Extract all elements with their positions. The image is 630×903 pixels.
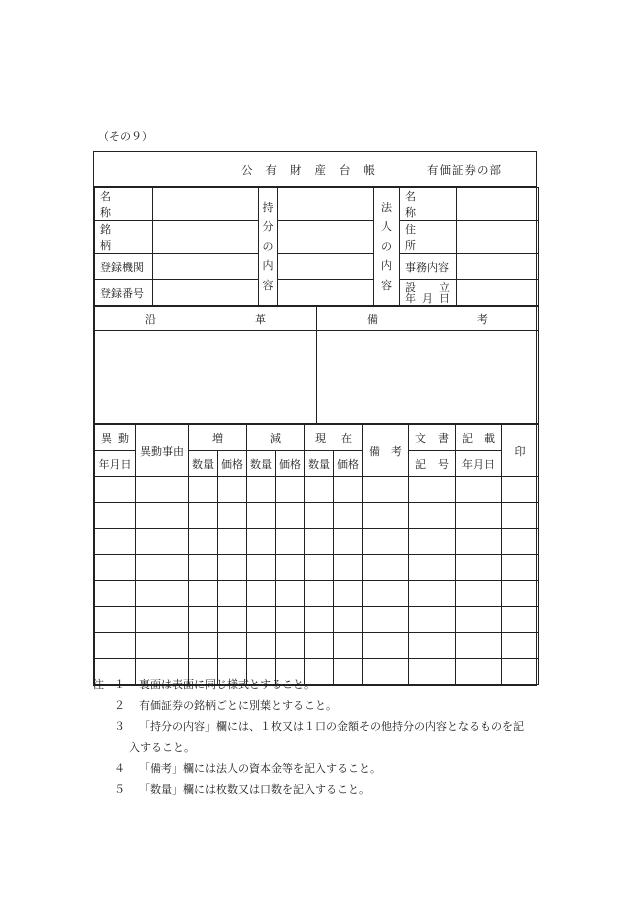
entry-char: 記 xyxy=(462,431,473,445)
increase-header: 増 xyxy=(189,425,247,451)
table-cell[interactable] xyxy=(218,477,247,503)
value-mochibun-2[interactable] xyxy=(278,221,374,254)
value-mochibun-4[interactable] xyxy=(278,280,374,306)
table-cell[interactable] xyxy=(136,607,189,633)
table-cell[interactable] xyxy=(502,503,539,529)
table-cell[interactable] xyxy=(456,555,502,581)
label-hojin-name xyxy=(400,188,457,221)
label-mochibun xyxy=(259,188,278,306)
table-cell[interactable] xyxy=(456,529,502,555)
table-cell[interactable] xyxy=(247,477,276,503)
table-cell[interactable] xyxy=(276,633,305,659)
table-cell[interactable] xyxy=(218,503,247,529)
table-cell[interactable] xyxy=(363,555,409,581)
note-item xyxy=(93,695,563,716)
table-cell[interactable] xyxy=(189,581,218,607)
increase-price-header: 価格 xyxy=(218,451,247,477)
table-cell[interactable] xyxy=(136,633,189,659)
note-text: 裏面は表面に同じ様式とすること。 xyxy=(139,678,315,691)
table-cell[interactable] xyxy=(456,607,502,633)
table-cell[interactable] xyxy=(247,633,276,659)
date-char: 日 xyxy=(439,292,450,305)
table-cell[interactable] xyxy=(363,529,409,555)
table-row xyxy=(95,581,539,607)
table-cell[interactable] xyxy=(247,555,276,581)
table-row xyxy=(95,477,539,503)
code-char: 記 xyxy=(415,457,426,471)
table-cell[interactable] xyxy=(334,555,363,581)
table-cell[interactable] xyxy=(247,529,276,555)
title-row xyxy=(94,152,536,187)
table-cell[interactable] xyxy=(247,503,276,529)
table-cell[interactable] xyxy=(136,581,189,607)
setsuritsu-bottom xyxy=(400,293,456,304)
table-cell[interactable] xyxy=(305,633,334,659)
note-spacer xyxy=(93,716,114,737)
table-cell[interactable] xyxy=(276,581,305,607)
table-cell[interactable] xyxy=(218,555,247,581)
table-cell[interactable] xyxy=(363,633,409,659)
hojin-char: 人 xyxy=(381,220,392,234)
table-cell[interactable] xyxy=(334,477,363,503)
hojin-char: 容 xyxy=(381,278,392,292)
ledger-form xyxy=(93,151,537,686)
hojin-char: 内 xyxy=(381,259,392,273)
table-cell[interactable] xyxy=(95,529,136,555)
remarks-char: 考 xyxy=(477,312,488,326)
label-registry: 登録機関 xyxy=(95,254,153,280)
table-cell[interactable] xyxy=(456,633,502,659)
document-header xyxy=(409,425,456,451)
table-row xyxy=(95,555,539,581)
table-cell[interactable] xyxy=(334,503,363,529)
table-cell[interactable] xyxy=(276,503,305,529)
note-item xyxy=(93,779,563,800)
note-item xyxy=(93,758,563,779)
note-prefix: 注 xyxy=(93,678,104,691)
table-cell[interactable] xyxy=(276,555,305,581)
table-cell[interactable] xyxy=(456,477,502,503)
code-char: 号 xyxy=(438,457,449,471)
table-row xyxy=(95,503,539,529)
table-cell[interactable] xyxy=(363,503,409,529)
ido-date-header: 年月日 xyxy=(95,451,136,477)
mochibun-char: 分 xyxy=(262,220,274,234)
label-name xyxy=(95,188,153,221)
value-business[interactable] xyxy=(457,254,539,280)
table-cell[interactable] xyxy=(136,555,189,581)
note-text: 「備考」欄には法人の資本金等を記入すること。 xyxy=(139,762,381,775)
transaction-table xyxy=(94,424,539,685)
mochibun-char: 持 xyxy=(262,200,274,214)
history-char: 沿 xyxy=(145,312,156,326)
form-number-label: （その９） xyxy=(98,130,153,143)
label-hojin xyxy=(374,188,400,306)
ido-char: 異 xyxy=(101,431,112,445)
table-cell[interactable] xyxy=(334,529,363,555)
table-cell[interactable] xyxy=(502,607,539,633)
value-registration-number[interactable] xyxy=(153,280,259,306)
table-cell[interactable] xyxy=(189,529,218,555)
table-cell[interactable] xyxy=(334,607,363,633)
note-number: １ xyxy=(114,678,125,691)
table-cell[interactable] xyxy=(305,607,334,633)
remarks-col-header xyxy=(363,425,409,477)
note-text: 「数量」欄には枚数又は口数を記入すること。 xyxy=(139,783,370,796)
table-cell[interactable] xyxy=(136,529,189,555)
document-char: 書 xyxy=(438,431,449,445)
table-cell[interactable] xyxy=(409,633,456,659)
table-cell[interactable] xyxy=(502,477,539,503)
entry-header xyxy=(456,425,502,451)
table-cell[interactable] xyxy=(136,477,189,503)
notes-section xyxy=(93,674,563,800)
table-cell[interactable] xyxy=(95,607,136,633)
note-text: 「持分の内容」欄には、１枚又は１口の金額その他持分の内容となるものを記 xyxy=(139,720,524,733)
document-char: 文 xyxy=(415,431,426,445)
label-address xyxy=(400,221,457,254)
current-qty-header: 数量 xyxy=(305,451,334,477)
mochibun-char: 容 xyxy=(262,278,274,292)
remarks-body[interactable] xyxy=(317,331,539,424)
table-cell[interactable] xyxy=(95,503,136,529)
table-cell[interactable] xyxy=(502,633,539,659)
table-cell[interactable] xyxy=(189,633,218,659)
table-cell[interactable] xyxy=(363,607,409,633)
table-cell[interactable] xyxy=(305,503,334,529)
hojin-char: の xyxy=(381,239,392,253)
history-header xyxy=(95,307,317,331)
document-code-header xyxy=(409,451,456,477)
table-cell[interactable] xyxy=(334,581,363,607)
decrease-header: 減 xyxy=(247,425,305,451)
value-registry[interactable] xyxy=(153,254,259,280)
table-cell[interactable] xyxy=(247,607,276,633)
table-cell[interactable] xyxy=(95,477,136,503)
table-cell[interactable] xyxy=(334,633,363,659)
table-cell[interactable] xyxy=(95,581,136,607)
hojin-char: 法 xyxy=(381,200,392,214)
decrease-qty-header: 数量 xyxy=(247,451,276,477)
label-name-text: 名称 xyxy=(100,190,136,219)
note-number: ３ xyxy=(114,720,125,733)
label-hojin-name-text: 名称 xyxy=(405,190,438,219)
remarks-char: 備 xyxy=(367,312,378,326)
table-row xyxy=(95,633,539,659)
table-cell[interactable] xyxy=(502,529,539,555)
table-cell[interactable] xyxy=(409,529,456,555)
seal-header: 印 xyxy=(502,425,539,477)
decrease-price-header: 価格 xyxy=(276,451,305,477)
table-cell[interactable] xyxy=(136,503,189,529)
table-cell[interactable] xyxy=(305,477,334,503)
label-registration-number: 登録番号 xyxy=(95,280,153,306)
table-cell[interactable] xyxy=(276,477,305,503)
remarks-header xyxy=(317,307,539,331)
basic-info-table xyxy=(94,187,539,306)
label-meigara xyxy=(95,221,153,254)
date-char: 年 xyxy=(405,292,416,305)
table-row xyxy=(95,529,539,555)
table-cell[interactable] xyxy=(95,555,136,581)
note-spacer xyxy=(93,758,114,779)
label-address-text: 住所 xyxy=(405,223,438,252)
history-body[interactable] xyxy=(95,331,317,424)
entry-date-header: 年月日 xyxy=(456,451,502,477)
table-cell[interactable] xyxy=(409,503,456,529)
value-mochibun-3[interactable] xyxy=(278,254,374,280)
note-number: ５ xyxy=(114,783,125,796)
table-cell[interactable] xyxy=(305,555,334,581)
table-cell[interactable] xyxy=(409,477,456,503)
table-cell[interactable] xyxy=(276,607,305,633)
form-title: 公有財産台帳 xyxy=(241,163,388,177)
value-mochibun-1[interactable] xyxy=(278,188,374,221)
table-cell[interactable] xyxy=(305,581,334,607)
table-cell[interactable] xyxy=(95,633,136,659)
date-char: 月 xyxy=(422,292,433,305)
form-subtitle: 有価証券の部 xyxy=(427,163,502,177)
value-address[interactable] xyxy=(457,221,539,254)
setsuritsu-char: 設 xyxy=(405,281,416,294)
current-price-header: 価格 xyxy=(334,451,363,477)
increase-qty-header: 数量 xyxy=(189,451,218,477)
table-cell[interactable] xyxy=(456,503,502,529)
ido-char: 動 xyxy=(118,431,129,445)
note-number: ２ xyxy=(114,699,125,712)
table-cell[interactable] xyxy=(218,607,247,633)
history-char: 革 xyxy=(255,312,266,326)
mochibun-char: の xyxy=(262,239,274,253)
note-spacer xyxy=(93,695,114,716)
current-header xyxy=(305,425,363,451)
remarks-char: 備 xyxy=(369,444,380,458)
value-meigara[interactable] xyxy=(153,221,259,254)
table-cell[interactable] xyxy=(502,581,539,607)
history-remarks-table xyxy=(94,306,539,424)
label-establishment-date xyxy=(400,280,457,306)
table-cell[interactable] xyxy=(456,581,502,607)
table-cell[interactable] xyxy=(189,503,218,529)
table-cell[interactable] xyxy=(218,581,247,607)
table-cell[interactable] xyxy=(276,529,305,555)
note-item xyxy=(93,716,563,737)
table-cell[interactable] xyxy=(189,555,218,581)
current-char: 現 xyxy=(315,431,326,445)
value-name[interactable] xyxy=(153,188,259,221)
value-establishment-date[interactable] xyxy=(457,280,539,306)
ido-header xyxy=(95,425,136,451)
note-text: 有価証券の銘柄ごとに別葉とすること。 xyxy=(139,699,337,712)
note-continuation: 入すること。 xyxy=(129,741,195,754)
value-hojin-name[interactable] xyxy=(457,188,539,221)
label-business: 事務内容 xyxy=(400,254,457,280)
label-meigara-text: 銘柄 xyxy=(100,223,136,252)
current-char: 在 xyxy=(341,431,352,445)
mochibun-char: 内 xyxy=(262,259,274,273)
table-cell[interactable] xyxy=(409,581,456,607)
table-cell[interactable] xyxy=(305,529,334,555)
note-item xyxy=(93,674,563,695)
note-spacer xyxy=(93,779,114,800)
table-cell[interactable] xyxy=(409,607,456,633)
table-row xyxy=(95,607,539,633)
table-cell[interactable] xyxy=(218,633,247,659)
table-cell[interactable] xyxy=(502,555,539,581)
table-cell[interactable] xyxy=(218,529,247,555)
ido-reason-header: 異動事由 xyxy=(136,425,189,477)
entry-char: 載 xyxy=(484,431,495,445)
table-cell[interactable] xyxy=(409,555,456,581)
remarks-char: 考 xyxy=(391,444,402,458)
table-cell[interactable] xyxy=(189,607,218,633)
setsuritsu-char: 立 xyxy=(439,281,450,294)
note-number: ４ xyxy=(114,762,125,775)
table-cell[interactable] xyxy=(363,581,409,607)
table-cell[interactable] xyxy=(247,581,276,607)
table-cell[interactable] xyxy=(189,477,218,503)
transaction-rows xyxy=(95,477,539,685)
table-cell[interactable] xyxy=(363,477,409,503)
